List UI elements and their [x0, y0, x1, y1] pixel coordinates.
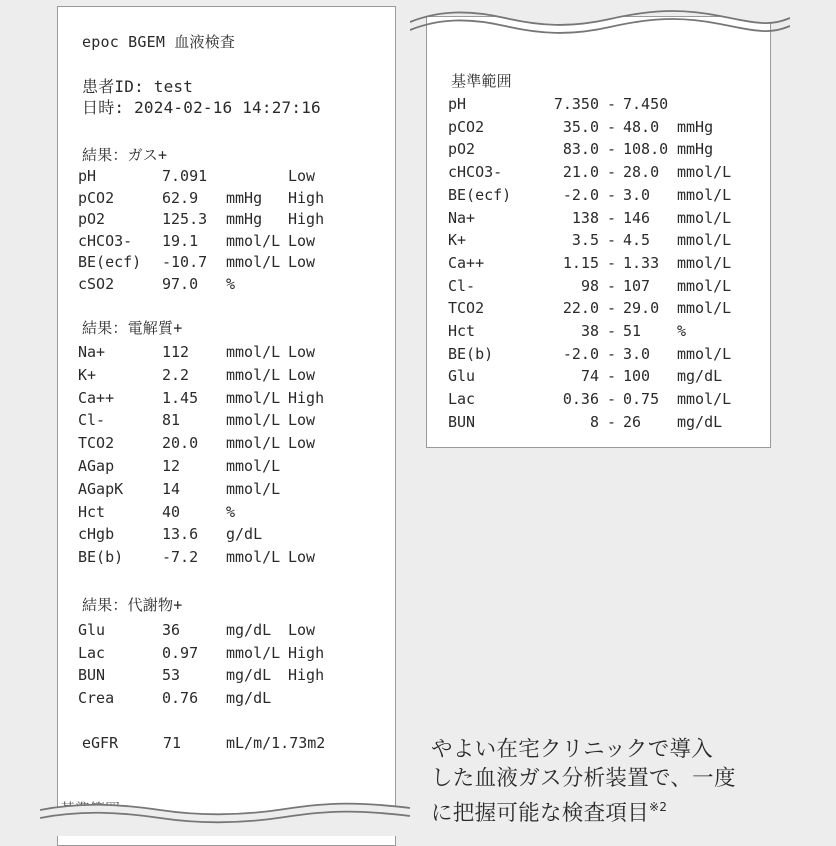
range-high: 28.0 [623, 163, 660, 182]
result-unit: g/dL [226, 525, 263, 544]
range-high: 26 [623, 412, 642, 431]
result-flag: Low [288, 343, 316, 361]
analyte-name: cHCO3- [78, 231, 133, 250]
range-low: 74 [580, 367, 599, 386]
result-value: 53 [162, 666, 181, 684]
caption-text [431, 735, 791, 828]
analyte-name: Ca++ [448, 253, 485, 272]
result-flag: High [288, 188, 325, 207]
analyte-name: BE(ecf) [78, 253, 142, 271]
result-value: 13.6 [162, 525, 199, 544]
analyte-name: cHCO3- [448, 163, 503, 182]
result-value: 112 [162, 343, 190, 361]
patient-id: 患者ID: test [82, 77, 194, 96]
reference-title: 基準範囲 [451, 72, 512, 90]
analyte-name: pCO2 [448, 117, 485, 136]
torn-edge-bottom [40, 800, 410, 836]
range-high: 3.0 [623, 344, 651, 363]
range-low: 38 [580, 322, 599, 340]
range-low: 35.0 [562, 117, 599, 136]
analyte-name: Hct [78, 502, 106, 521]
range-high: 4.5 [623, 231, 651, 250]
metabolite-section-title: 結果：代謝物+ [82, 596, 183, 614]
result-unit: mmol/L [226, 231, 281, 250]
result-unit: mmol/L [226, 434, 281, 453]
range-high: 107 [623, 276, 651, 295]
analyte-name: AGapK [78, 479, 124, 498]
range-high: 108.0 [623, 140, 669, 159]
result-flag: Low [288, 434, 316, 453]
range-separator: - [607, 390, 617, 409]
range-separator: - [607, 185, 617, 204]
test-datetime: 日時: 2024-02-16 14:27:16 [82, 98, 321, 117]
range-high: 100 [623, 367, 651, 386]
analyte-name: Cl- [78, 411, 106, 430]
result-flag: Low [288, 231, 316, 250]
result-value: 20.0 [162, 434, 199, 453]
analyte-name: Na+ [78, 343, 106, 361]
result-value: 36 [162, 621, 181, 639]
egfr-name: eGFR [82, 734, 119, 752]
range-unit: mg/dL [677, 367, 723, 386]
range-high: 29.0 [623, 299, 660, 318]
analyte-name: Ca++ [78, 388, 115, 407]
range-unit: % [677, 322, 687, 340]
range-low: 3.5 [571, 231, 599, 250]
result-value: 62.9 [162, 188, 199, 207]
result-value: 0.97 [162, 643, 199, 662]
range-low: 1.15 [562, 253, 599, 272]
range-unit: mmol/L [677, 390, 732, 409]
analyte-name: pCO2 [78, 188, 115, 207]
test-result-receipt [57, 6, 396, 846]
result-unit: mmol/L [226, 411, 281, 430]
range-high: 3.0 [623, 185, 651, 204]
analyte-name: pH [78, 167, 97, 185]
analyte-name: TCO2 [448, 299, 485, 318]
range-separator: - [607, 322, 617, 340]
analyte-name: BE(b) [448, 344, 494, 363]
egfr-value: 71 [163, 734, 182, 752]
analyte-name: BE(b) [78, 548, 124, 567]
range-separator: - [607, 276, 617, 295]
analyte-name: Glu [448, 367, 476, 386]
range-high: 1.33 [623, 253, 660, 272]
result-unit: mg/dL [226, 688, 272, 707]
range-low: 7.350 [553, 95, 599, 113]
result-value: 97.0 [162, 274, 199, 293]
analyte-name: K+ [448, 231, 467, 250]
range-separator: - [607, 412, 617, 431]
egfr-unit: mL/m/1.73m2 [226, 734, 326, 752]
analyte-name: Glu [78, 621, 106, 639]
result-value: 0.76 [162, 688, 199, 707]
caption-line-2: した血液ガス分析装置で、一度 [431, 766, 736, 791]
result-value: 125.3 [162, 210, 208, 228]
analyte-name: Crea [78, 688, 115, 707]
result-value: 1.45 [162, 388, 199, 407]
range-unit: mmol/L [677, 253, 732, 272]
analyte-name: Hct [448, 322, 476, 340]
analyte-name: BUN [448, 412, 476, 431]
footnote-mark: ※2 [649, 800, 668, 814]
result-value: 81 [162, 411, 181, 430]
result-unit: mmol/L [226, 388, 281, 407]
analyte-name: pO2 [78, 210, 106, 228]
range-separator: - [607, 367, 617, 386]
range-low: 138 [571, 208, 599, 227]
reference-range-receipt [426, 16, 771, 448]
result-flag: Low [288, 621, 316, 639]
result-value: -10.7 [162, 253, 208, 271]
result-unit: mmol/L [226, 479, 281, 498]
range-unit: mmHg [677, 117, 714, 136]
analyte-name: BUN [78, 666, 106, 684]
result-value: 7.091 [162, 167, 208, 185]
result-unit: mmol/L [226, 548, 281, 567]
range-high: 51 [623, 322, 642, 340]
analyte-name: Lac [448, 390, 476, 409]
range-unit: mmol/L [677, 231, 732, 250]
range-separator: - [607, 231, 617, 250]
analyte-name: cHgb [78, 525, 115, 544]
torn-edge-top [410, 2, 790, 38]
result-unit: mg/dL [226, 621, 272, 639]
gas-section-title: 結果：ガス+ [82, 146, 168, 164]
range-unit: mmol/L [677, 185, 732, 204]
receipt-header: epoc BGEM 血液検査 [82, 33, 236, 51]
result-unit: mmol/L [226, 457, 281, 475]
result-flag: High [288, 666, 325, 684]
result-flag: Low [288, 548, 316, 567]
range-low: -2.0 [562, 185, 599, 204]
caption-line-3 [431, 793, 791, 828]
result-unit: mmHg [226, 210, 263, 228]
range-unit: mmol/L [677, 276, 732, 295]
result-value: 12 [162, 457, 181, 475]
result-unit: mmHg [226, 188, 263, 207]
result-flag: Low [288, 365, 316, 384]
caption-line-3-text: に把握可能な検査項目 [431, 801, 650, 826]
range-separator: - [607, 163, 617, 182]
result-flag: Low [288, 411, 316, 430]
analyte-name: cSO2 [78, 274, 115, 293]
analyte-name: Lac [78, 643, 106, 662]
range-separator: - [607, 208, 617, 227]
result-unit: % [226, 502, 236, 521]
range-separator: - [607, 117, 617, 136]
analyte-name: Na+ [448, 208, 476, 227]
result-flag: High [288, 643, 325, 662]
range-unit: mmol/L [677, 208, 732, 227]
result-flag: Low [288, 167, 316, 185]
range-low: 22.0 [562, 299, 599, 318]
analyte-name: K+ [78, 365, 97, 384]
range-unit: mg/dL [677, 412, 723, 431]
range-separator: - [607, 344, 617, 363]
result-value: 19.1 [162, 231, 199, 250]
range-unit: mmHg [677, 140, 714, 159]
range-separator: - [607, 299, 617, 318]
analyte-name: BE(ecf) [448, 185, 512, 204]
range-low: 98 [580, 276, 599, 295]
range-unit: mmol/L [677, 163, 732, 182]
result-value: -7.2 [162, 548, 199, 567]
range-high: 7.450 [623, 95, 669, 113]
range-low: -2.0 [562, 344, 599, 363]
range-high: 48.0 [623, 117, 660, 136]
result-flag: High [288, 388, 325, 407]
range-high: 0.75 [623, 390, 660, 409]
analyte-name: pO2 [448, 140, 476, 159]
result-unit: mmol/L [226, 253, 281, 271]
range-unit: mmol/L [677, 344, 732, 363]
range-separator: - [607, 140, 617, 159]
result-value: 40 [162, 502, 181, 521]
result-unit: mmol/L [226, 365, 281, 384]
range-low: 0.36 [562, 390, 599, 409]
range-high: 146 [623, 208, 651, 227]
range-separator: - [607, 253, 617, 272]
result-unit: % [226, 274, 236, 293]
result-unit: mg/dL [226, 666, 272, 684]
result-flag: High [288, 210, 325, 228]
range-unit: mmol/L [677, 299, 732, 318]
analyte-name: Cl- [448, 276, 476, 295]
analyte-name: pH [448, 95, 467, 113]
result-value: 14 [162, 479, 181, 498]
range-separator: - [607, 95, 617, 113]
analyte-name: TCO2 [78, 434, 115, 453]
electrolyte-section-title: 結果：電解質+ [82, 319, 183, 337]
result-unit: mmol/L [226, 643, 281, 662]
analyte-name: AGap [78, 457, 115, 475]
result-unit: mmol/L [226, 343, 281, 361]
range-low: 83.0 [562, 140, 599, 159]
caption-line-1: やよい在宅クリニックで導入 [431, 737, 714, 762]
result-flag: Low [288, 253, 316, 271]
range-low: 8 [589, 412, 599, 431]
range-low: 21.0 [562, 163, 599, 182]
result-value: 2.2 [162, 365, 190, 384]
